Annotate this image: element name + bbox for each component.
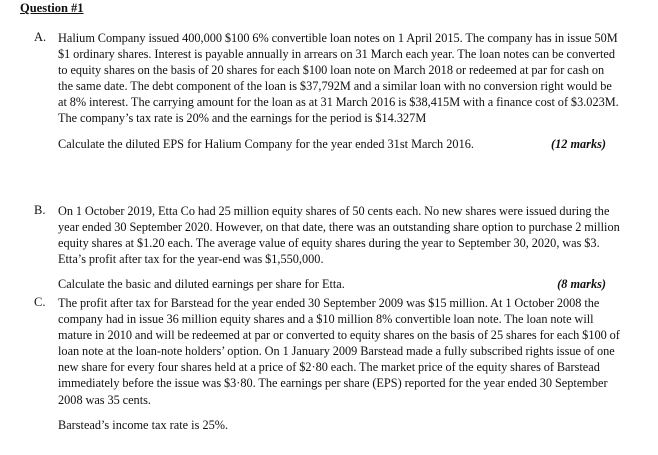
question-letter: C. bbox=[34, 295, 46, 309]
question-body: Halium Company issued 400,000 $100 6% convertible loan notes on 1 April 2015. The company has in issue 50M $1 ordinary shares. Interest is payable annually in arrears on 31 March each year. The loan notes can be converted to equity shares on the basis of 20 shares for each $100 loan note on March 2018 or redeemed at par for cash on the same date. The debt component of the loan is $37,792M and a similar loan with no conversion right would be at 8% interest. The carrying amount for the loan as at 31 March 2016 is $38,415M with a finance cost of $3.023M. The company’s tax rate is 20% and the earnings for the period is $14.327M bbox=[58, 31, 619, 126]
question-task-row bbox=[50, 276, 606, 292]
question-letter: A. bbox=[34, 30, 47, 44]
question-letter: B. bbox=[34, 203, 46, 217]
question-b bbox=[34, 203, 622, 292]
question-task-row bbox=[50, 417, 606, 433]
question-marks: (12 marks) bbox=[551, 136, 606, 151]
question-task: Barstead’s income tax rate is 25%. bbox=[58, 417, 229, 432]
question-body: On 1 October 2019, Etta Co had 25 million equity shares of 50 cents each. No new shares were issued during the year ended 30 September 2020. However, on that date, there was an outstanding share option to purchase 2 million equity shares at $1.20 each. The average value of equity shares during the year to September 30, 2020, was $3. Etta’s profit after tax for the year-end was $1,550,000. bbox=[58, 204, 620, 267]
question-heading: Question #1 bbox=[20, 1, 84, 15]
question-marks: (8 marks) bbox=[557, 277, 606, 292]
question-c bbox=[34, 295, 622, 433]
question-task: Calculate the diluted EPS for Halium Company for the year ended 31st March 2016. bbox=[58, 136, 474, 151]
question-body: The profit after tax for Barstead for the year ended 30 September 2009 was $15 million. At 1 October 2008 the company had in issue 36 million equity shares and a $10 million 8% convertible loan note. The loan note will mature in 2010 and will be redeemed at par or converted to equity shares on the basis of 25 shares for each $100 of loan note at the loan-note holders’ option. On 1 January 2009 Barstead made a fully subscribed rights issue of one new share for every four shares held at a price of $2·80 each. The market price of the equity shares of Barstead immediately before the issue was $3·80. The earnings per share (EPS) reported for the year ended 30 September 2008 was 35 cents. bbox=[58, 296, 620, 407]
question-task: Calculate the basic and diluted earnings per share for Etta. bbox=[58, 277, 345, 292]
question-a bbox=[34, 30, 622, 152]
question-task-row bbox=[50, 136, 606, 152]
